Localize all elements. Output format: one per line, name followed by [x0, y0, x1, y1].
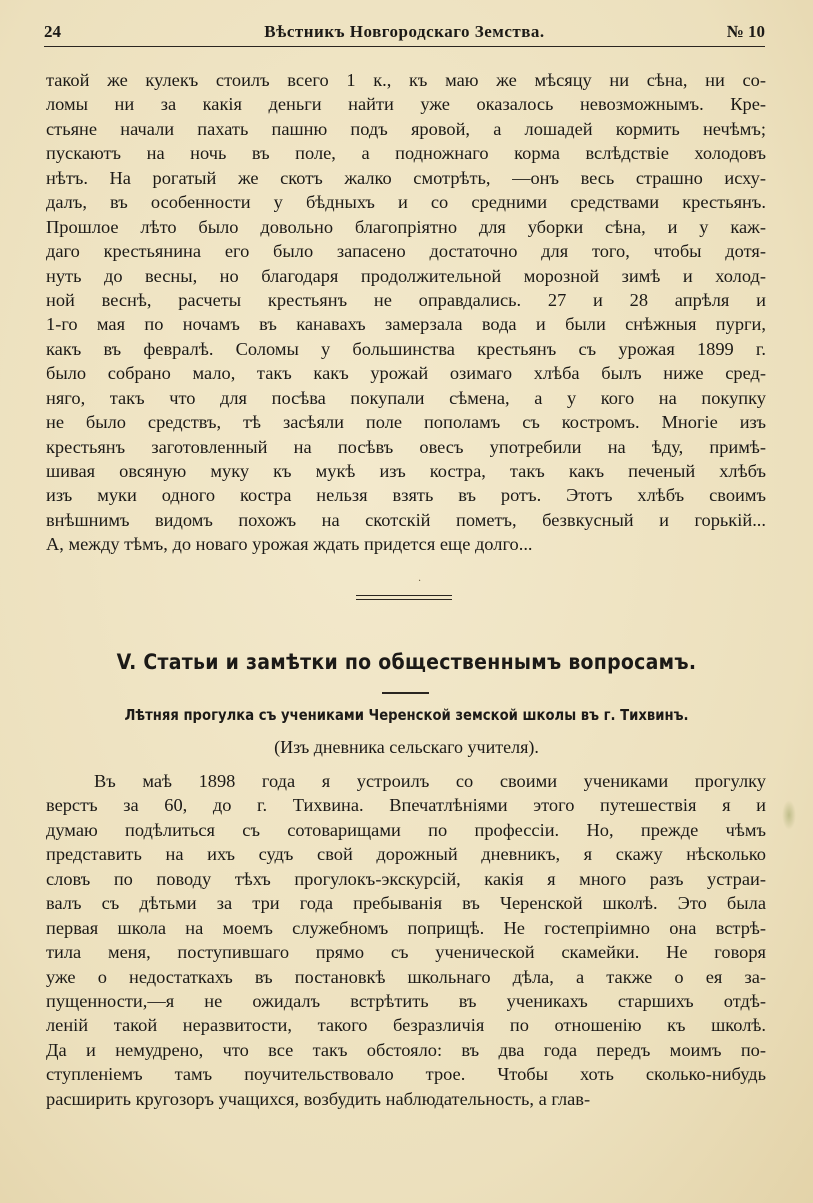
text-line: пускаютъ на ночь въ поле, а подножнаго корма вслѣдствіе холодовъ	[46, 143, 766, 164]
body-paragraph	[46, 769, 766, 1111]
page-stain	[782, 800, 796, 830]
text-line: уже о недостаткахъ въ постановкѣ школьнаго дѣла, а также о ея за-	[46, 966, 766, 987]
text-line: тила меня, поступившаго прямо съ ученической скамейки. Не говоря	[46, 942, 766, 963]
text-line: Прошлое лѣто было довольно благопріятно для уборки сѣна, и у каж-	[46, 216, 766, 237]
journal-title: Вѣстникъ Новгородскаго Земства.	[264, 22, 545, 41]
text-line: леній такой неразвитости, такого безразличія по отношенію къ школѣ.	[46, 1015, 766, 1036]
text-line: Въ маѣ 1898 года я устроилъ со своими учениками прогулку	[94, 771, 766, 791]
text-line: первая школа на моемъ служебномъ поприщѣ. Не гостепріимно она встрѣ-	[46, 917, 766, 938]
text-line: стьяне начали пахать пашню подъ яровой, а лошадей кормить нечѣмъ;	[46, 118, 766, 139]
text-line: даго крестьянина его было запасено достаточно для того, чтобы дотя-	[46, 241, 766, 262]
text-line: изъ муки одного костра нельзя взять въ ротъ. Этотъ хлѣбъ своимъ	[46, 485, 766, 506]
text-line: далъ, въ особенности у бѣдныхъ и со средними средствами крестьянъ.	[46, 192, 766, 213]
section-divider	[356, 595, 452, 601]
top-paragraph	[46, 68, 766, 557]
title-rule	[382, 692, 429, 694]
article-subtitle: (Изъ дневника сельскаго учителя).	[274, 737, 539, 757]
text-line: шивая овсяную муку къ мукѣ изъ костра, такъ какъ печеный хлѣбъ	[46, 461, 766, 481]
text-line: внѣшнимъ видомъ похожъ на скотскій пометъ, безвкусный и горькій...	[46, 509, 766, 530]
text-line: ной веснѣ, расчеты крестьянъ не оправдались. 27 и 28 апрѣля и	[46, 289, 766, 310]
article-title: Лѣтняя прогулка съ учениками Черенской земской школы въ г. Тихвинъ.	[124, 706, 689, 724]
text-line: такой же кулекъ стоилъ всего 1 к., къ маю же мѣсяцу ни сѣна, ни со-	[46, 70, 766, 90]
text-line: какъ въ февралѣ. Соломы у большинства крестьянъ съ урожая 1899 г.	[46, 338, 766, 359]
text-line: крестьянъ заготовленный на посѣвъ овесъ употребили на ѣду, примѣ-	[46, 436, 766, 457]
text-line: расширить кругозоръ учащихся, возбудить наблюдательность, а глав-	[46, 1088, 591, 1109]
text-line: нуть до весны, но благодаря продолжительной морозной зимѣ и холод-	[46, 265, 766, 286]
section-title: V. Статьи и замѣтки по общественнымъ вопросамъ.	[116, 650, 697, 674]
text-line: словъ по поводу тѣхъ прогулокъ-экскурсій, какія я много разъ устраи-	[46, 868, 766, 889]
page-number: 24	[44, 22, 61, 41]
text-line: не было средствъ, тѣ засѣяли поле пополамъ съ костромъ. Многіе изъ	[46, 412, 766, 433]
text-line: пущенности,—я не ожидалъ встрѣтить въ ученикахъ старшихъ отдѣ-	[46, 990, 766, 1011]
text-line: представить на ихъ судъ свой дорожный дневникъ, я скажу нѣсколько	[46, 844, 766, 865]
text-line: было собрано мало, такъ какъ урожай озимаго хлѣба былъ ниже сред-	[46, 363, 766, 384]
ink-speck: ·	[418, 576, 422, 587]
issue-number: № 10	[726, 22, 765, 41]
text-line: валъ съ дѣтьми за три года пребыванія въ Черенской школѣ. Это была	[46, 893, 766, 914]
text-line: ступленіемъ тамъ поучительствовало трое. Чтобы хоть сколько-нибудь	[46, 1064, 766, 1085]
text-line: А, между тѣмъ, до новаго урожая ждать придется еще долго...	[46, 534, 533, 555]
text-line: 1-го мая по ночамъ въ канавахъ замерзала вода и были снѣжныя пурги,	[46, 314, 766, 335]
header-rule	[44, 46, 765, 47]
text-line: думаю подѣлиться съ сотоварищами по профессіи. Но, прежде чѣмъ	[46, 819, 766, 840]
text-line: Да и немудрено, что все такъ обстояло: въ два года передъ моимъ по-	[46, 1039, 766, 1060]
text-line: ломы ни за какія деньги найти уже оказалось невозможнымъ. Кре-	[46, 94, 766, 115]
text-line: нѣтъ. На рогатый же скотъ жалко смотрѣть, —онъ весь страшно исху-	[46, 167, 766, 188]
text-line: няго, такъ что для посѣва покупали сѣмена, а у кого на покупку	[46, 387, 766, 408]
text-line: верстъ за 60, до г. Тихвина. Впечатлѣніями этого путешествія я и	[46, 795, 766, 816]
running-header	[44, 22, 765, 48]
